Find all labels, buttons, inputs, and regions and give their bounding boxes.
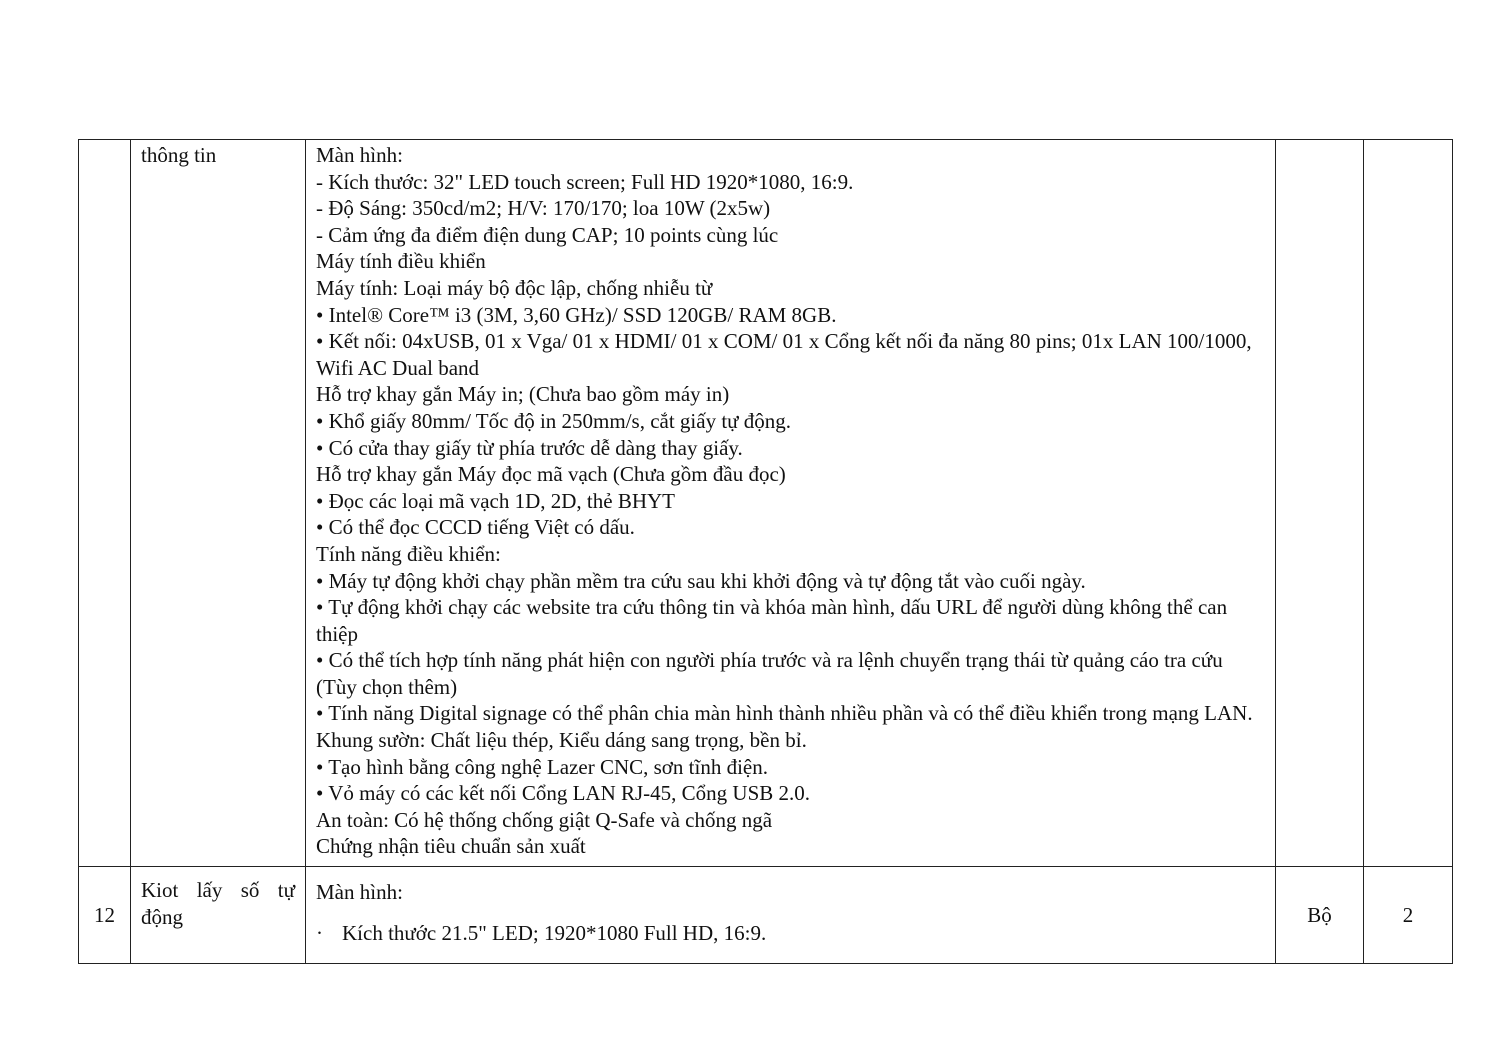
item-name: Kiot lấy số tự động (141, 878, 295, 929)
unit-cell (1276, 140, 1364, 867)
table-row (79, 140, 1453, 867)
spec-bullet-line (316, 906, 1265, 947)
spec-line: • Intel® Core™ i3 (3M, 3,60 GHz)/ SSD 120GB/ RAM 8GB. (316, 302, 837, 327)
item-name-cell: thông tin (131, 140, 306, 867)
bullet-marker: · (316, 920, 323, 945)
spec-cell (306, 867, 1276, 964)
spec-line: Tính năng điều khiển: (316, 541, 501, 566)
spec-line: Máy tính: Loại máy bộ độc lập, chống nhiễu từ (316, 275, 713, 300)
spec-line: • Khổ giấy 80mm/ Tốc độ in 250mm/s, cắt giấy tự động. (316, 408, 792, 433)
item-name-cell (131, 867, 306, 964)
quantity-cell (1364, 140, 1453, 867)
spec-line: • Có thể đọc CCCD tiếng Việt có dấu. (316, 515, 635, 540)
spec-line: Màn hình: (316, 143, 403, 167)
spec-line: An toàn: Có hệ thống chống giật Q-Safe và chống ngã (316, 807, 773, 832)
spec-table (78, 139, 1453, 964)
spec-line: • Có cửa thay giấy từ phía trước dễ dàng thay giấy. (316, 435, 743, 460)
spec-line: • Tính năng Digital signage có thể phân chia màn hình thành nhiều phần và có thể điều khiển trong mạng LAN. (316, 701, 1253, 726)
spec-line: • Có thể tích hợp tính năng phát hiện con người phía trước và ra lệnh chuyển trạng thái từ quảng cáo tra cứu (Tùy chọn thêm) (316, 648, 1228, 699)
row-number-cell (79, 140, 131, 867)
spec-line: Màn hình: (316, 880, 403, 905)
unit-cell: Bộ (1276, 867, 1364, 964)
spec-line: - Cảm ứng đa điểm điện dung CAP; 10 points cùng lúc (316, 222, 779, 247)
spec-line: • Kết nối: 04xUSB, 01 x Vga/ 01 x HDMI/ 01 x COM/ 01 x Cổng kết nối đa năng 80 pins; 01x LAN 100/1000, Wifi AC Dual band (316, 329, 1257, 380)
spec-line: • Tạo hình bằng công nghệ Lazer CNC, sơn tĩnh điện. (316, 754, 768, 779)
spec-line: • Đọc các loại mã vạch 1D, 2D, thẻ BHYT (316, 488, 675, 513)
row-number-cell: 12 (79, 867, 131, 964)
spec-line: Chứng nhận tiêu chuẩn sản xuất (316, 834, 586, 859)
spec-line: - Kích thước: 32" LED touch screen; Full HD 1920*1080, 16:9. (316, 169, 854, 194)
spec-line: Hỗ trợ khay gắn Máy in; (Chưa bao gồm máy in) (316, 382, 730, 407)
spec-line: Hỗ trợ khay gắn Máy đọc mã vạch (Chưa gồm đầu đọc) (316, 462, 786, 487)
spec-line: Máy tính điều khiển (316, 249, 486, 274)
spec-line: • Vỏ máy có các kết nối Cổng LAN RJ-45, Cổng USB 2.0. (316, 781, 811, 806)
spec-line: • Máy tự động khởi chạy phần mềm tra cứu sau khi khởi động và tự động tắt vào cuối ngày. (316, 568, 1086, 593)
table-row (79, 867, 1453, 964)
spec-line: - Độ Sáng: 350cd/m2; H/V: 170/170; loa 10W (2x5w) (316, 196, 771, 221)
spec-cell (306, 140, 1276, 867)
spec-line: Khung sườn: Chất liệu thép, Kiểu dáng sang trọng, bền bỉ. (316, 728, 807, 753)
spec-line: Kích thước 21.5" LED; 1920*1080 Full HD, 16:9. (342, 920, 767, 945)
spec-line: • Tự động khởi chạy các website tra cứu thông tin và khóa màn hình, dấu URL để người dùng không thể can thiệp (316, 595, 1233, 646)
quantity-cell: 2 (1364, 867, 1453, 964)
